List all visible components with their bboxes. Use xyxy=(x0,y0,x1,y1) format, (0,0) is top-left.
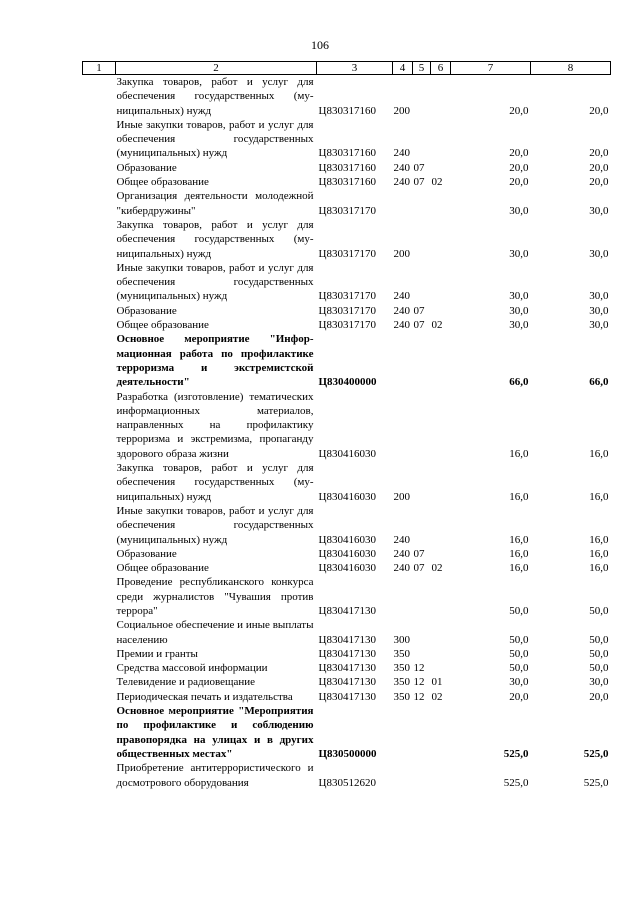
row-sum-1: 50,0 xyxy=(509,662,529,675)
row-sum-2: 20,0 xyxy=(589,104,609,117)
row-pr xyxy=(431,704,451,761)
row-code: Ц830317170 xyxy=(318,247,376,260)
row-name: Разработка (изготовление) тематических информационных материалов, направленных на профилактику терроризма и экстремизма, пропаганду здорового образа жизни xyxy=(116,390,314,460)
row-pr xyxy=(431,75,451,118)
row-name: Образование xyxy=(116,547,177,560)
row-name: Образование xyxy=(116,304,177,317)
row-rz: 07 xyxy=(413,562,425,575)
row-col-1 xyxy=(83,175,116,189)
row-name: Закупка товаров, работ и услуг для обеспечения государственных (муниципальных) нужд xyxy=(116,218,314,260)
row-col-1 xyxy=(83,575,116,618)
table-row xyxy=(83,561,611,575)
row-code: Ц830317170 xyxy=(318,290,376,303)
row-name: Закупка товаров, работ и услуг для обеспечения государственных (муниципальных) нужд xyxy=(116,76,314,117)
row-rz: 07 xyxy=(413,547,425,560)
row-vr: 240 xyxy=(393,176,410,189)
row-pr xyxy=(431,547,451,561)
table-row xyxy=(83,675,611,689)
table-row xyxy=(83,761,611,790)
row-code: Ц830317170 xyxy=(318,304,376,317)
row-sum-1: 16,0 xyxy=(509,562,529,575)
row-vr: 240 xyxy=(393,547,410,560)
row-pr xyxy=(431,118,451,161)
row-rz: 07 xyxy=(413,176,425,189)
row-rz xyxy=(413,75,431,118)
row-sum-2: 30,0 xyxy=(589,204,609,217)
row-vr: 200 xyxy=(393,104,410,117)
table-row xyxy=(83,575,611,618)
row-col-1 xyxy=(83,547,116,561)
row-vr: 350 xyxy=(393,662,410,675)
row-rz xyxy=(413,575,431,618)
row-sum-2: 16,0 xyxy=(589,490,609,503)
table-row xyxy=(83,661,611,675)
table-row xyxy=(83,75,611,118)
row-col-1 xyxy=(83,318,116,332)
table-row xyxy=(83,161,611,175)
row-sum-1: 20,0 xyxy=(509,161,529,174)
row-rz xyxy=(413,704,431,761)
row-name: Общее образование xyxy=(116,176,209,189)
row-name: Телевидение и радиовещание xyxy=(116,676,256,689)
row-code: Ц830416030 xyxy=(318,562,376,575)
row-code: Ц830417130 xyxy=(318,647,376,660)
row-code: Ц830317160 xyxy=(318,176,376,189)
row-code: Ц830416030 xyxy=(318,447,376,460)
row-pr xyxy=(431,189,451,218)
row-pr xyxy=(431,261,451,304)
table-row xyxy=(83,261,611,304)
row-pr: 02 xyxy=(431,690,443,703)
row-col-1 xyxy=(83,261,116,304)
table-row xyxy=(83,547,611,561)
row-name: Приобретение антитеррористического и досмотрового оборудования xyxy=(116,762,314,789)
row-sum-2: 16,0 xyxy=(589,533,609,546)
row-code: Ц830317170 xyxy=(318,319,376,332)
row-sum-1: 30,0 xyxy=(509,204,529,217)
row-rz: 12 xyxy=(413,676,425,689)
row-name: Иные закупки товаров, работ и услуг для обеспечения государственных (муниципальных) нужд xyxy=(116,118,314,160)
row-sum-2: 30,0 xyxy=(589,290,609,303)
row-col-1 xyxy=(83,704,116,761)
row-rz: 07 xyxy=(413,304,425,317)
row-col-1 xyxy=(83,304,116,318)
row-vr xyxy=(393,390,413,461)
row-vr: 240 xyxy=(393,319,410,332)
row-code: Ц830416030 xyxy=(318,490,376,503)
row-pr xyxy=(431,661,451,675)
row-name: Периодическая печать и издательства xyxy=(116,690,293,703)
row-col-1 xyxy=(83,189,116,218)
row-sum-2: 16,0 xyxy=(589,447,609,460)
row-pr xyxy=(431,761,451,790)
row-sum-2: 50,0 xyxy=(589,604,609,617)
row-code: Ц830417130 xyxy=(318,604,376,617)
row-col-1 xyxy=(83,118,116,161)
row-vr: 200 xyxy=(393,247,410,260)
row-col-1 xyxy=(83,561,116,575)
table-row xyxy=(83,504,611,547)
header-col-5: 5 xyxy=(413,62,431,75)
row-sum-2: 20,0 xyxy=(589,147,609,160)
row-col-1 xyxy=(83,218,116,261)
table-row xyxy=(83,390,611,461)
row-col-1 xyxy=(83,75,116,118)
row-col-1 xyxy=(83,504,116,547)
row-sum-2: 20,0 xyxy=(589,161,609,174)
row-pr: 01 xyxy=(431,676,443,689)
row-sum-2: 30,0 xyxy=(589,247,609,260)
table-row xyxy=(83,118,611,161)
row-sum-1: 525,0 xyxy=(503,776,529,789)
row-rz xyxy=(413,761,431,790)
row-rz xyxy=(413,332,431,389)
row-pr xyxy=(431,504,451,547)
table-row xyxy=(83,618,611,647)
row-vr: 350 xyxy=(393,647,410,660)
row-name: Организация деятельности молодежной "кибердружины" xyxy=(116,190,314,217)
header-col-3: 3 xyxy=(317,62,393,75)
row-col-1 xyxy=(83,690,116,704)
row-sum-1: 16,0 xyxy=(509,447,529,460)
row-sum-2: 16,0 xyxy=(589,562,609,575)
row-rz: 12 xyxy=(413,690,425,703)
row-sum-2: 16,0 xyxy=(589,547,609,560)
table-row xyxy=(83,332,611,389)
row-sum-2: 20,0 xyxy=(589,690,609,703)
row-code: Ц830317160 xyxy=(318,161,376,174)
row-sum-2: 50,0 xyxy=(589,633,609,646)
row-sum-2: 20,0 xyxy=(589,176,609,189)
row-vr: 240 xyxy=(393,304,410,317)
row-rz xyxy=(413,504,431,547)
row-code: Ц830512620 xyxy=(318,776,376,789)
row-sum-2: 30,0 xyxy=(589,319,609,332)
row-rz xyxy=(413,618,431,647)
row-name: Закупка товаров, работ и услуг для обеспечения государственных (муниципальных) нужд xyxy=(116,462,314,503)
row-sum-1: 525,0 xyxy=(503,747,529,760)
row-pr xyxy=(431,218,451,261)
row-sum-2: 30,0 xyxy=(589,676,609,689)
row-vr xyxy=(393,575,413,618)
row-name: Образование xyxy=(116,161,177,174)
row-col-1 xyxy=(83,761,116,790)
row-sum-1: 30,0 xyxy=(509,290,529,303)
row-col-1 xyxy=(83,161,116,175)
row-vr: 240 xyxy=(393,161,410,174)
row-vr xyxy=(393,761,413,790)
row-name: Иные закупки товаров, работ и услуг для обеспечения государственных (муниципальных) нужд xyxy=(116,261,314,303)
row-pr xyxy=(431,332,451,389)
row-vr: 350 xyxy=(393,676,410,689)
row-code: Ц830317160 xyxy=(318,104,376,117)
row-pr xyxy=(431,618,451,647)
row-sum-1: 20,0 xyxy=(509,690,529,703)
row-vr: 240 xyxy=(393,533,410,546)
row-name: Основное мероприятие "Мероприятия по профилактике и соблюдению правопорядка на улицах и в других общественных местах" xyxy=(116,705,314,760)
table-header-row xyxy=(83,62,611,75)
row-rz xyxy=(413,390,431,461)
row-sum-1: 30,0 xyxy=(509,319,529,332)
row-rz xyxy=(413,647,431,661)
row-pr: 02 xyxy=(431,319,443,332)
row-vr: 240 xyxy=(393,562,410,575)
row-sum-1: 30,0 xyxy=(509,247,529,260)
row-sum-1: 66,0 xyxy=(509,376,529,389)
row-sum-2: 30,0 xyxy=(589,304,609,317)
header-col-4: 4 xyxy=(393,62,413,75)
row-code: Ц830417130 xyxy=(318,662,376,675)
row-vr xyxy=(393,704,413,761)
row-sum-2: 525,0 xyxy=(583,776,609,789)
row-name: Средства массовой информации xyxy=(116,662,268,675)
table-row xyxy=(83,189,611,218)
row-pr xyxy=(431,461,451,504)
row-code: Ц830417130 xyxy=(318,690,376,703)
page-number: 106 xyxy=(311,38,329,52)
row-sum-1: 16,0 xyxy=(509,547,529,560)
row-sum-1: 20,0 xyxy=(509,147,529,160)
row-code: Ц830317170 xyxy=(318,204,376,217)
row-code: Ц830417130 xyxy=(318,676,376,689)
row-col-1 xyxy=(83,390,116,461)
row-rz xyxy=(413,261,431,304)
row-col-1 xyxy=(83,647,116,661)
row-pr xyxy=(431,304,451,318)
row-sum-1: 20,0 xyxy=(509,104,529,117)
header-col-2: 2 xyxy=(116,62,317,75)
row-name: Основное мероприятие "Информационная работа по профилактике терроризма и экстремистской деятельности" xyxy=(116,333,314,389)
row-col-1 xyxy=(83,675,116,689)
row-sum-1: 16,0 xyxy=(509,490,529,503)
row-sum-1: 50,0 xyxy=(509,604,529,617)
row-col-1 xyxy=(83,661,116,675)
row-code: Ц830416030 xyxy=(318,547,376,560)
row-col-1 xyxy=(83,618,116,647)
header-col-8: 8 xyxy=(531,62,611,75)
table-row xyxy=(83,175,611,189)
row-sum-2: 50,0 xyxy=(589,662,609,675)
row-name: Иные закупки товаров, работ и услуг для обеспечения государственных (муниципальных) нужд xyxy=(116,504,314,546)
row-vr: 240 xyxy=(393,290,410,303)
row-col-1 xyxy=(83,461,116,504)
row-sum-1: 16,0 xyxy=(509,533,529,546)
row-pr xyxy=(431,161,451,175)
row-name: Социальное обеспечение и иные выплаты населению xyxy=(116,619,314,646)
header-col-1: 1 xyxy=(83,62,116,75)
row-rz: 12 xyxy=(413,662,425,675)
row-vr: 240 xyxy=(393,147,410,160)
row-vr xyxy=(393,332,413,389)
row-sum-2: 50,0 xyxy=(589,647,609,660)
row-sum-1: 50,0 xyxy=(509,647,529,660)
row-rz xyxy=(413,118,431,161)
row-code: Ц830500000 xyxy=(318,747,377,760)
row-vr: 300 xyxy=(393,633,410,646)
budget-table xyxy=(82,61,611,790)
row-pr xyxy=(431,647,451,661)
row-sum-2: 66,0 xyxy=(589,376,609,389)
row-pr: 02 xyxy=(431,176,443,189)
row-code: Ц830317160 xyxy=(318,147,376,160)
table-row xyxy=(83,647,611,661)
row-code: Ц830417130 xyxy=(318,633,376,646)
row-pr xyxy=(431,575,451,618)
table-row xyxy=(83,318,611,332)
row-vr: 200 xyxy=(393,490,410,503)
row-rz xyxy=(413,189,431,218)
header-col-7: 7 xyxy=(451,62,531,75)
table-row xyxy=(83,704,611,761)
row-name: Общее образование xyxy=(116,319,209,332)
table-row xyxy=(83,218,611,261)
row-rz xyxy=(413,461,431,504)
row-rz xyxy=(413,218,431,261)
row-sum-2: 525,0 xyxy=(583,747,609,760)
row-code: Ц830416030 xyxy=(318,533,376,546)
table-row xyxy=(83,304,611,318)
row-name: Общее образование xyxy=(116,562,209,575)
row-name: Проведение республиканского конкурса среди журналистов "Чувашия против террора" xyxy=(116,576,314,617)
table-row xyxy=(83,461,611,504)
row-vr xyxy=(393,189,413,218)
row-code: Ц830400000 xyxy=(318,376,377,389)
row-rz: 07 xyxy=(413,161,425,174)
row-sum-1: 50,0 xyxy=(509,633,529,646)
row-sum-1: 20,0 xyxy=(509,176,529,189)
row-name: Премии и гранты xyxy=(116,647,198,660)
table-row xyxy=(83,690,611,704)
header-col-6: 6 xyxy=(431,62,451,75)
row-sum-1: 30,0 xyxy=(509,676,529,689)
row-pr: 02 xyxy=(431,562,443,575)
row-sum-1: 30,0 xyxy=(509,304,529,317)
row-rz: 07 xyxy=(413,319,425,332)
row-vr: 350 xyxy=(393,690,410,703)
row-pr xyxy=(431,390,451,461)
row-col-1 xyxy=(83,332,116,389)
